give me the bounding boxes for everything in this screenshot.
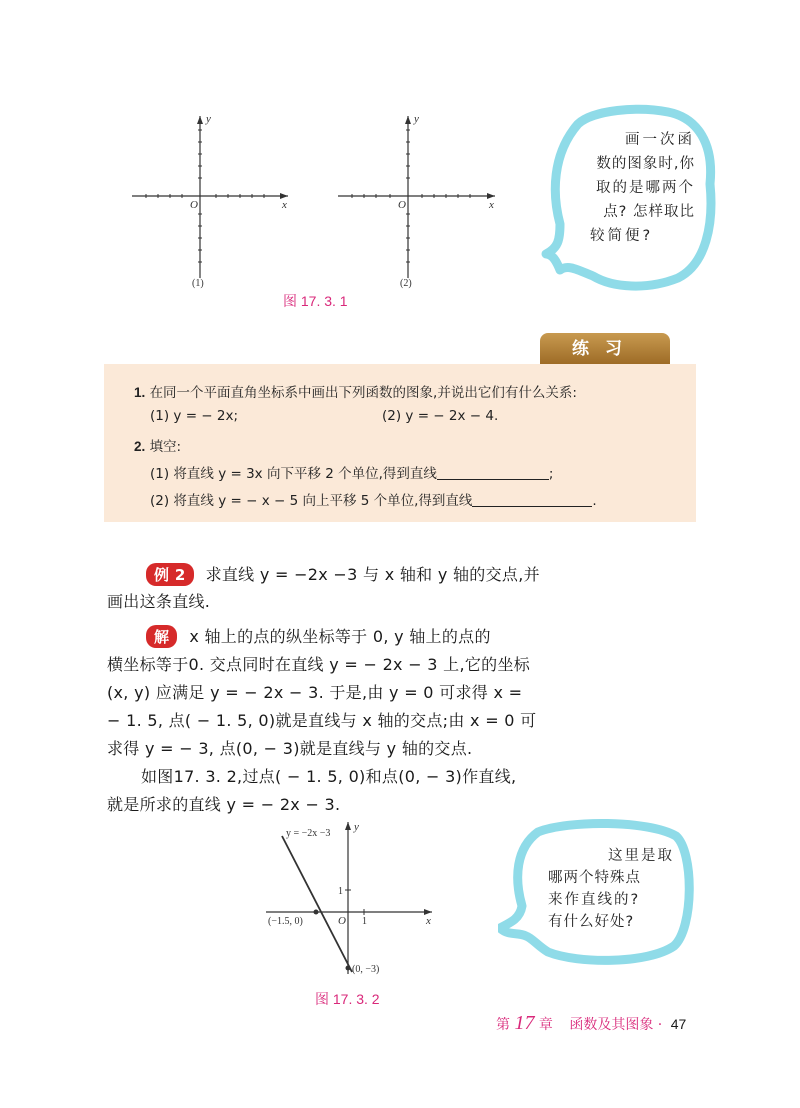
example-line-1 [146, 562, 540, 586]
practice-q1-number: 1. [134, 385, 146, 400]
sub-label-2: (2) [400, 278, 412, 289]
practice-q1-a: (1) y = − 2x; [150, 408, 239, 424]
figure-17-3-1 [120, 110, 510, 290]
practice-q2-b-end: . [592, 493, 597, 509]
intercept-point-y [346, 966, 351, 971]
solution-line-4: − 1. 5, 点( − 1. 5, 0)就是直线与 x 轴的交点;由 x = 0 可 [107, 711, 537, 730]
figure-caption-17-3-2: 图 17. 3. 2 [315, 991, 380, 1007]
practice-q2-number: 2. [134, 439, 146, 454]
bubble-1-line-2: 数的图象时,你 [596, 156, 695, 172]
line-equation-label: y = −2x −3 [286, 828, 331, 839]
x-tick-one: 1 [362, 916, 367, 927]
figure-caption-17-3-1: 图 17. 3. 1 [283, 293, 348, 309]
practice-q2-a [150, 462, 553, 482]
solution-line-6: 如图17. 3. 2,过点( − 1. 5, 0)和点(0, − 3)作直线, [141, 767, 517, 786]
practice-q1-b: (2) y = − 2x − 4. [382, 408, 499, 424]
y-axis-label-2: y [414, 113, 419, 125]
x-axis-label-2: x [489, 199, 494, 211]
practice-q2-a-text: (1) 将直线 y = 3x 向下平移 2 个单位,得到直线 [150, 466, 437, 482]
bubble-1-line-5: 较简便? [590, 228, 654, 244]
practice-q2-text: 填空: [149, 439, 182, 455]
intercept-point-x [314, 910, 319, 915]
solution-line-7: 就是所求的直线 y = − 2x − 3. [107, 795, 341, 814]
practice-q1 [134, 381, 577, 401]
example-text-1: 求直线 y = −2x −3 与 x 轴和 y 轴的交点,并 [205, 565, 540, 584]
x-axis-label-fig2: x [426, 915, 431, 927]
y-tick-one: 1 [338, 886, 343, 897]
origin-label-2: O [398, 199, 406, 211]
figure-17-3-2-graph [260, 818, 440, 978]
y-axis-label-1: y [206, 113, 211, 125]
practice-q2-a-end: ; [548, 466, 554, 482]
practice-tab: 练习 [540, 333, 670, 365]
coordinate-plane-2 [338, 113, 495, 278]
example-badge: 例 2 [146, 563, 194, 586]
solution-line-1 [146, 624, 491, 648]
bubble-2-line-3: 来作直线的? [548, 892, 641, 908]
answer-blank-2[interactable] [472, 493, 592, 507]
practice-q2 [134, 435, 181, 455]
chapter-prefix: 第 [496, 1017, 510, 1033]
solution-line-5: 求得 y = − 3, 点(0, − 3)就是直线与 y 轴的交点. [107, 739, 473, 758]
bubble-1-line-3: 取的是哪两个 [596, 180, 695, 196]
coordinate-plane-1 [132, 113, 288, 278]
solution-line-3: (x, y) 应满足 y = − 2x − 3. 于是,由 y = 0 可求得 x = [107, 683, 523, 702]
y-axis-label-fig2: y [354, 821, 359, 833]
chapter-number: 17 [514, 1012, 535, 1034]
chapter-suffix: 章 [538, 1017, 553, 1033]
page-number: 47 [670, 1016, 687, 1032]
page-footer [496, 1012, 686, 1035]
figure-17-3-2 [260, 818, 440, 978]
answer-blank-1[interactable] [437, 466, 549, 480]
solution-badge: 解 [146, 625, 177, 648]
x-axis-label-1: x [282, 199, 287, 211]
practice-q2-b [150, 489, 597, 509]
bubble-2-line-2: 哪两个特殊点 [548, 870, 641, 886]
practice-q2-b-text: (2) 将直线 y = − x − 5 向上平移 5 个单位,得到直线 [150, 493, 473, 509]
bubble-1-line-4: 点? 怎样取比 [603, 204, 695, 220]
bubble-2-line-4: 有什么好处? [548, 914, 635, 930]
sub-label-1: (1) [192, 278, 204, 289]
point-b-label: (0, −3) [352, 964, 380, 975]
solution-line-2: 横坐标等于0. 交点同时在直线 y = − 2x − 3 上,它的坐标 [107, 655, 531, 674]
chapter-title: 函数及其图象 · [569, 1017, 663, 1033]
origin-label-fig2: O [338, 915, 346, 927]
example-line-2: 画出这条直线. [107, 592, 211, 611]
origin-label-1: O [190, 199, 198, 211]
figure-17-3-1-graphs [120, 110, 510, 290]
point-a-label: (−1.5, 0) [268, 916, 303, 927]
bubble-2-line-1: 这里是取 [608, 848, 674, 864]
line-y-eq-neg2x-minus3 [282, 836, 352, 972]
practice-q1-text: 在同一个平面直角坐标系中画出下列函数的图象,并说出它们有什么关系: [149, 385, 577, 401]
solution-text-1: x 轴上的点的纵坐标等于 0, y 轴上的点的 [189, 627, 491, 646]
bubble-1-line-1: 画一次函 [625, 132, 695, 148]
